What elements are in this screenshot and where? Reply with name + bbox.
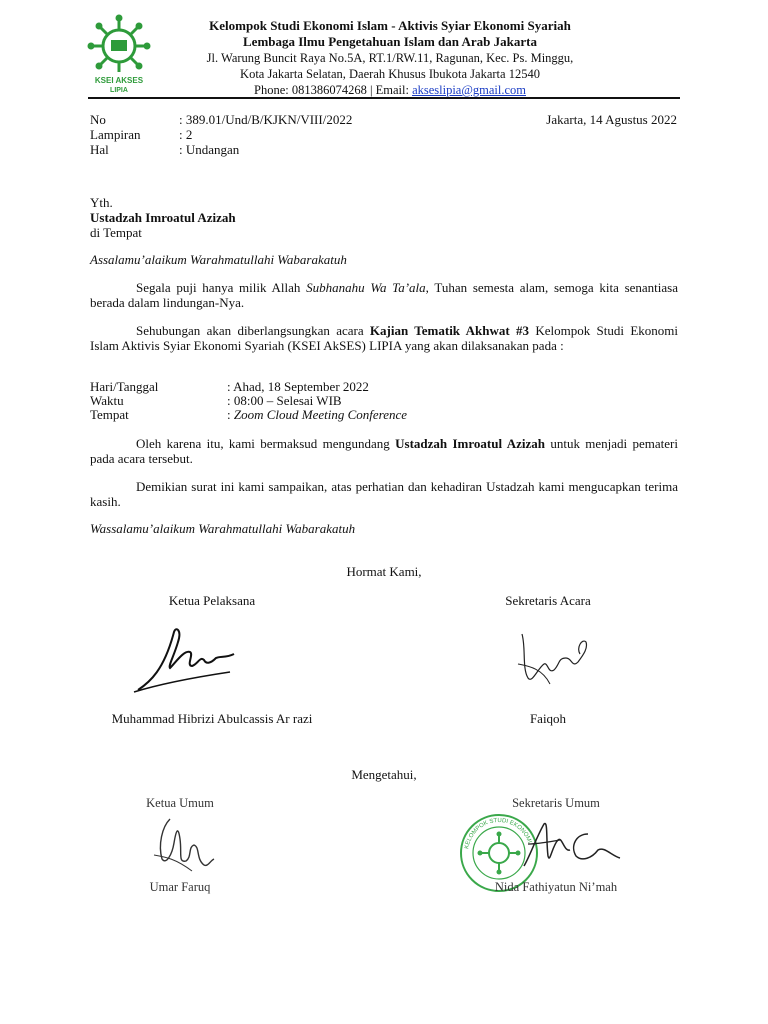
greeting: Assalamu’alaikum Warahmatullahi Wabarakatuh (90, 252, 347, 267)
p3-text-a: Oleh karena itu, kami bermaksud mengundang (136, 436, 396, 451)
closing: Wassalamu’alaikum Warahmatullahi Wabarakatuh (90, 521, 356, 536)
svg-text:KELOMPOK STUDI EKONOMI: KELOMPOK STUDI EKONOMI (464, 817, 533, 850)
p2-text-a: Sehubungan akan diberlangsungkan acara (136, 323, 370, 338)
ketua-umum-name: Umar Faruq (149, 880, 211, 894)
no-value: : 389.01/Und/B/KJKN/VIII/2022 (179, 112, 353, 127)
ksei-logo (82, 14, 156, 96)
lampiran-label: Lampiran (90, 127, 141, 142)
sekretaris-umum-title: Sekretaris Umum (512, 796, 600, 810)
p3-text-b: untuk menjadi pemateri pada acara tersebut. (90, 436, 678, 466)
signature-ketua-pelaksana (130, 622, 240, 694)
left-signer-title: Ketua Pelaksana (168, 593, 256, 608)
signature-sekretaris-umum (518, 816, 622, 876)
right-signer-title: Sekretaris Acara (505, 593, 591, 608)
left-signer-name: Muhammad Hibrizi Abulcassis Ar razi (111, 711, 313, 726)
signature-ketua-umum (148, 815, 218, 877)
letterhead (150, 18, 630, 98)
address-line-1: Jl. Warung Buncit Raya No.5A, RT.1/RW.11, Ragunan, Kec. Ps. Minggu, (206, 51, 574, 65)
paragraph-3 (90, 436, 678, 466)
hal-label: Hal (90, 142, 109, 157)
detail-label: Hari/Tanggal (90, 379, 159, 394)
svg-text:KSEI AKSES: KSEI AKSES (94, 76, 144, 85)
detail-row-date (90, 380, 678, 394)
recipient-block (90, 195, 678, 240)
detail-value: : Ahad, 18 September 2022 (227, 379, 369, 394)
p1-text-b: , Tuhan semesta alam, semoga kita senantiasa berada dalam lindungan-Nya. (90, 280, 679, 310)
right-signer-name: Faiqoh (529, 711, 567, 726)
org-name: Kelompok Studi Ekonomi Islam - Aktivis Syiar Ekonomi Syariah (209, 18, 571, 33)
detail-row-time (90, 394, 678, 408)
hormat-kami: Hormat Kami, (346, 564, 422, 579)
yth: Yth. (90, 195, 113, 210)
recipient-name: Ustadzah Imroatul Azizah (90, 210, 236, 225)
paragraph-4: Demikian surat ini kami sampaikan, atas perhatian dan kehadiran Ustadzah kami mengucapkan terima kasih. (90, 479, 678, 509)
recipient-place: di Tempat (90, 225, 142, 240)
event-details (90, 380, 678, 422)
sekretaris-umum-name: Nida Fathiyatun Ni’mah (494, 880, 618, 894)
lampiran-value: : 2 (179, 127, 193, 142)
letter-date: Jakarta, 14 Agustus 2022 (546, 112, 677, 127)
letter-meta (90, 112, 352, 157)
paragraph-1 (90, 280, 678, 310)
letterhead-divider (88, 97, 680, 99)
paragraph-2 (90, 323, 678, 353)
ketua-umum-title: Ketua Umum (146, 796, 214, 810)
detail-row-place (90, 408, 678, 422)
signature-sekretaris-acara (508, 628, 598, 696)
contact-line (150, 82, 630, 98)
no-label: No (90, 112, 106, 127)
email-link[interactable]: akseslipia@gmail.com (412, 83, 526, 97)
p2-event-name: Kajian Tematik Akhwat #3 (369, 323, 530, 338)
detail-value-prefix: : (227, 407, 234, 422)
institution-name: Lembaga Ilmu Pengetahuan Islam dan Arab Jakarta (243, 34, 537, 49)
p3-speaker-name: Ustadzah Imroatul Azizah (395, 436, 545, 451)
detail-value: : 08:00 – Selesai WIB (227, 393, 342, 408)
mengetahui: Mengetahui, (351, 767, 417, 782)
svg-text:LIPIA: LIPIA (110, 87, 128, 94)
ksei-logo-icon (82, 14, 156, 96)
detail-label: Tempat (90, 407, 129, 422)
p1-italic: Subhanahu Wa Ta’ala (306, 280, 426, 295)
address-line-2: Kota Jakarta Selatan, Daerah Khusus Ibukota Jakarta 12540 (240, 67, 540, 81)
p1-text-a: Segala puji hanya milik Allah (136, 280, 307, 295)
phone-text: Phone: 081386074268 | Email: (254, 83, 413, 97)
detail-label: Waktu (90, 393, 124, 408)
hal-value: : Undangan (179, 142, 240, 157)
p2-text-b: Kelompok Studi Ekonomi Islam Aktivis Syiar Ekonomi Syariah (KSEI AkSES) LIPIA yang akan dilaksanakan pada : (90, 323, 678, 353)
detail-value: Zoom Cloud Meeting Conference (233, 407, 408, 422)
